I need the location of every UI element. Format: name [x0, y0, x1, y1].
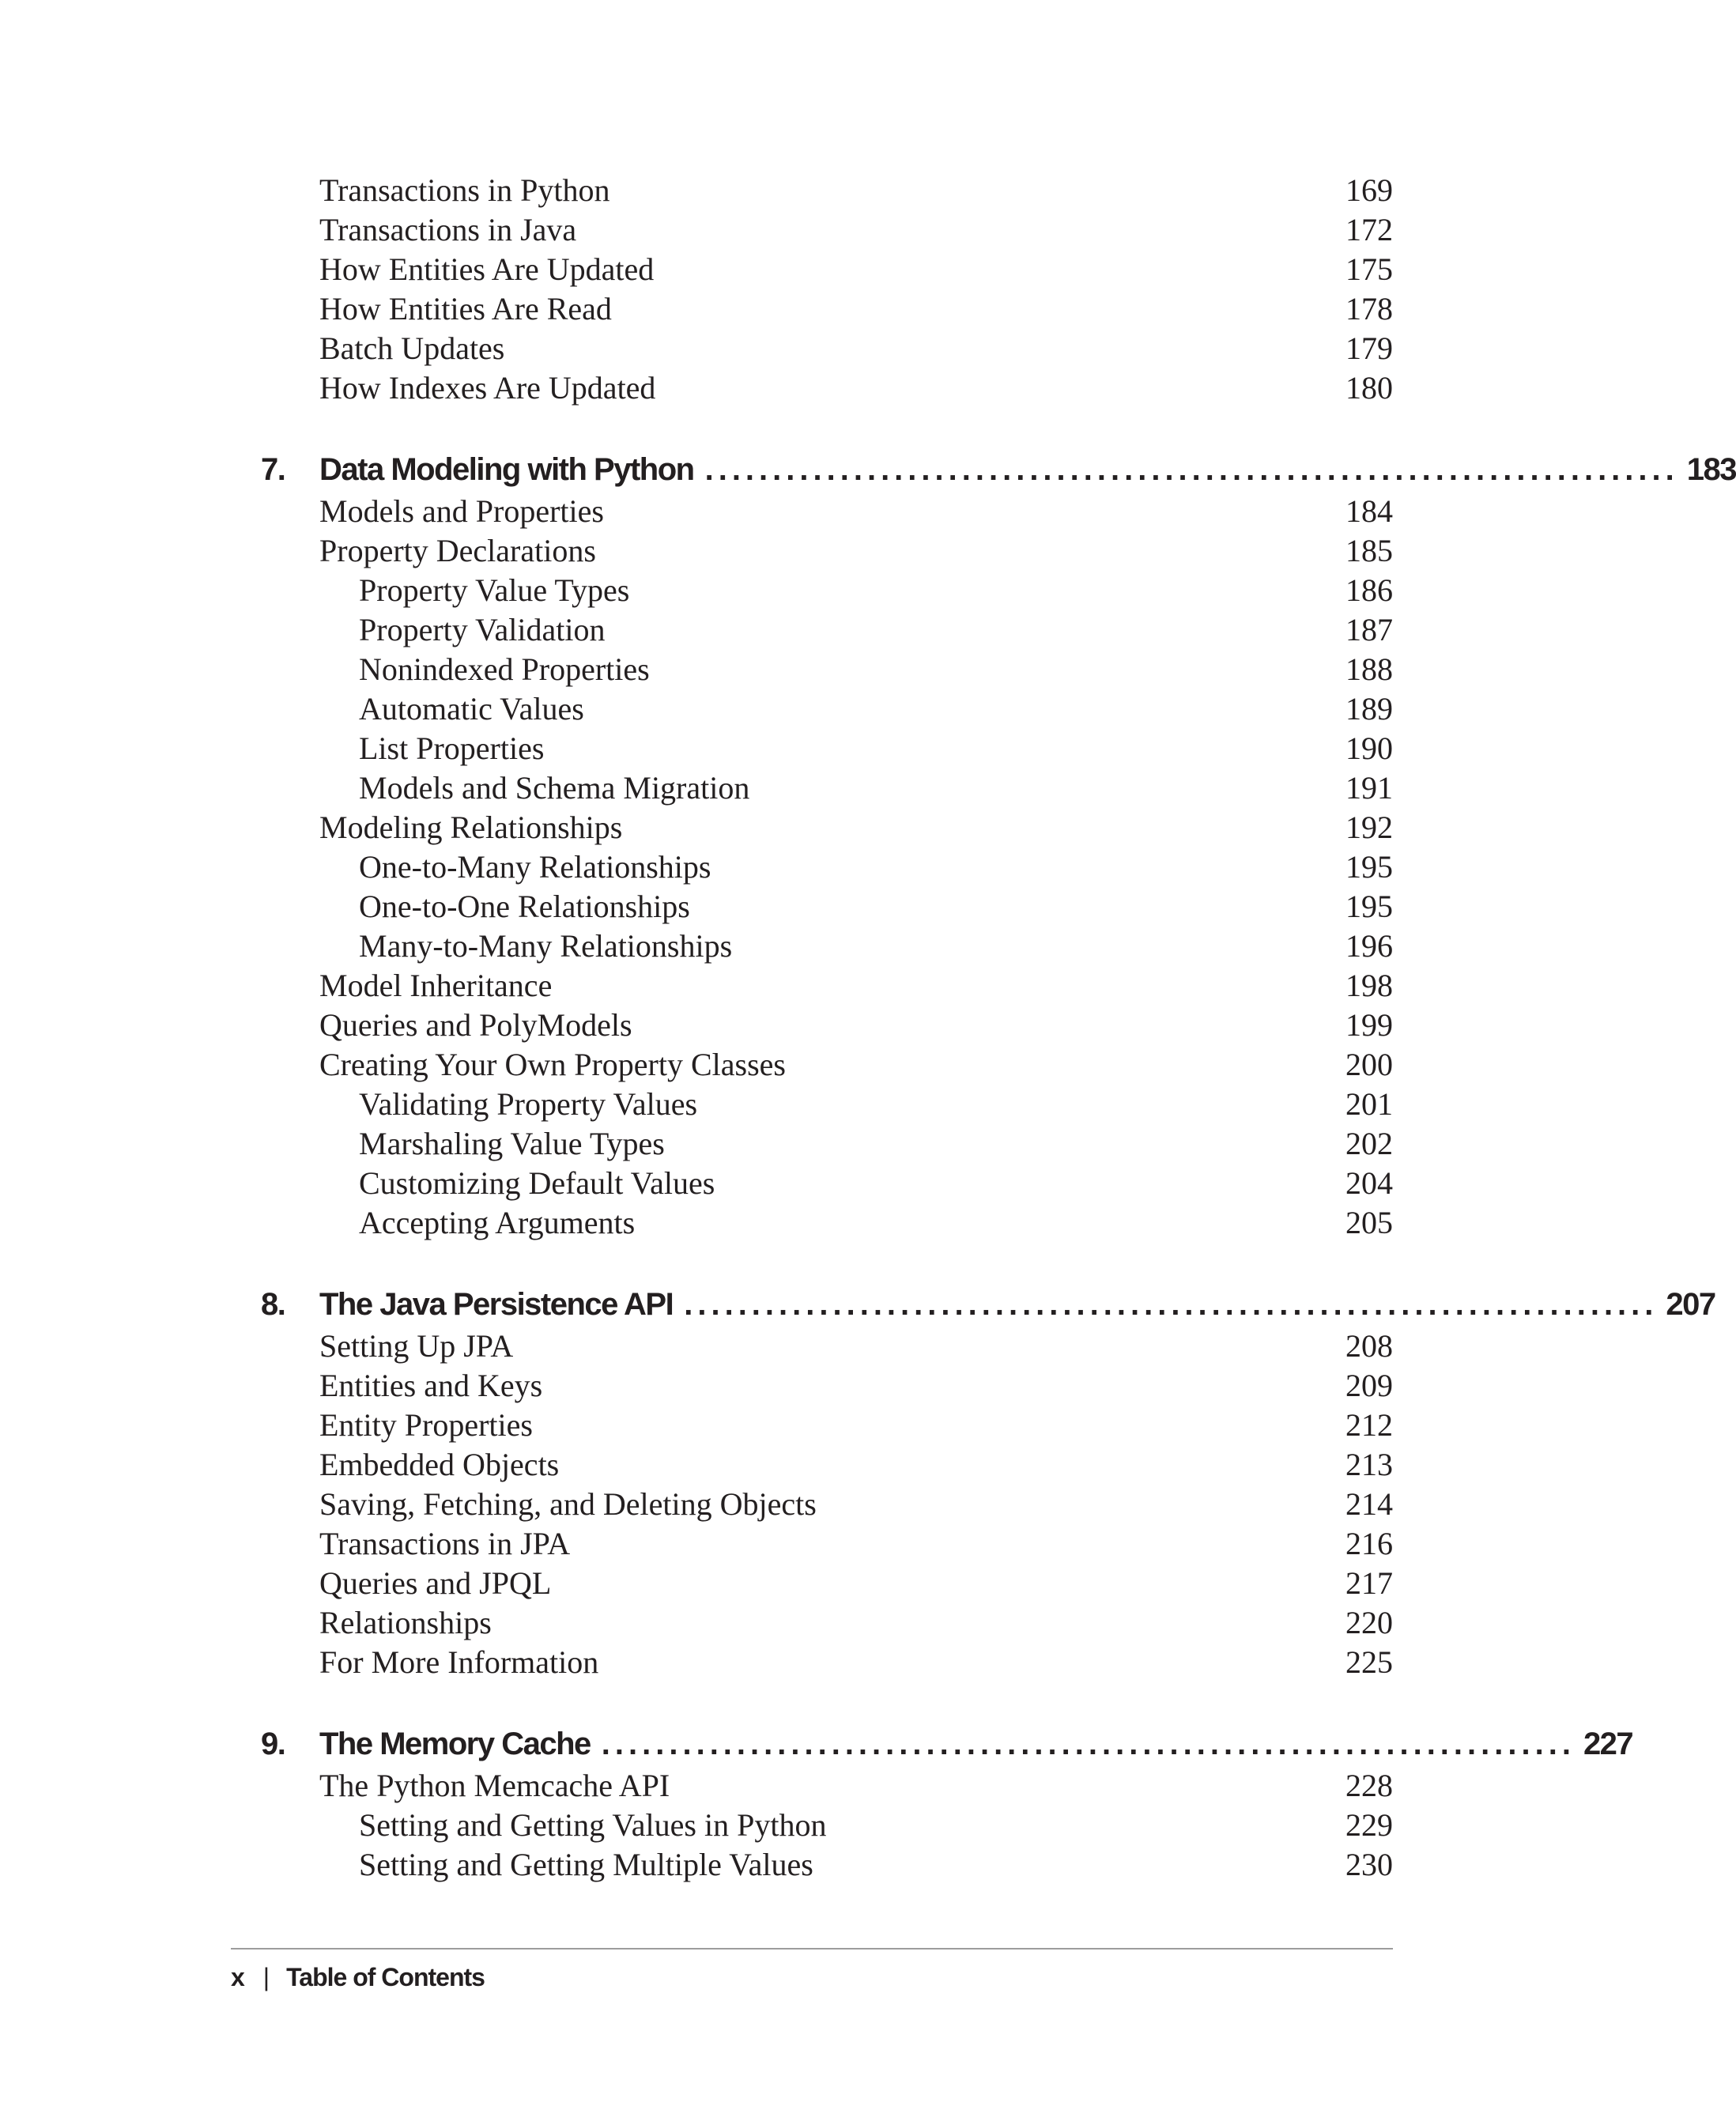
toc-entry-title: One-to-Many Relationships	[359, 849, 711, 885]
toc-entry-title: Automatic Values	[359, 691, 584, 727]
toc-entry-page: 175	[1345, 251, 1393, 287]
chapter-number: 8.	[261, 1287, 285, 1322]
toc-subentry[interactable]	[261, 610, 1393, 650]
toc-entry[interactable]	[261, 531, 1393, 571]
toc-entry[interactable]	[261, 250, 1393, 289]
toc-entry-page: 189	[1345, 691, 1393, 727]
toc-entry-title: Transactions in Java	[319, 212, 577, 247]
toc-entry-title: Queries and PolyModels	[319, 1007, 632, 1043]
toc-entry-page: 186	[1345, 572, 1393, 608]
toc-entry-title: Setting and Getting Multiple Values	[359, 1847, 813, 1882]
toc-entry-page: 205	[1345, 1205, 1393, 1240]
toc-subentry[interactable]	[261, 689, 1393, 729]
toc-entry[interactable]	[261, 1485, 1393, 1524]
chapter-page: 227	[1583, 1727, 1633, 1761]
toc-subentry[interactable]	[261, 1203, 1393, 1243]
dot-leader: ........................................................................	[684, 1287, 1659, 1322]
toc-entry-title: One-to-One Relationships	[359, 889, 690, 924]
toc-entry-title: The Python Memcache API	[319, 1768, 670, 1803]
toc-entry[interactable]	[261, 966, 1393, 1006]
table-of-contents	[261, 171, 1736, 1885]
toc-entry-title: How Entities Are Updated	[319, 251, 655, 287]
toc-entry[interactable]	[261, 329, 1393, 368]
chapter-title: Data Modeling with Python	[319, 452, 694, 487]
toc-entry-page: 195	[1345, 849, 1393, 885]
toc-subentry[interactable]	[261, 1806, 1393, 1845]
chapter-title: The Memory Cache	[319, 1727, 591, 1761]
toc-entry-title: Embedded Objects	[319, 1447, 560, 1482]
toc-entry-title: Modeling Relationships	[319, 810, 623, 845]
toc-entry[interactable]	[261, 1564, 1393, 1603]
toc-entry-title: Batch Updates	[319, 330, 505, 366]
toc-entry-title: Many-to-Many Relationships	[359, 928, 733, 964]
toc-entry-title: Transactions in JPA	[319, 1526, 571, 1561]
toc-entry[interactable]	[261, 1766, 1393, 1806]
toc-entry-page: 230	[1345, 1847, 1393, 1882]
toc-entry-page: 208	[1345, 1328, 1393, 1364]
chapter-9-section	[261, 1722, 1633, 1885]
toc-entry-title: Relationships	[319, 1605, 492, 1640]
toc-entry-page: 214	[1345, 1486, 1393, 1522]
toc-entry-page: 187	[1345, 612, 1393, 647]
toc-subentry[interactable]	[261, 650, 1393, 689]
dot-leader: ........................................................................	[704, 452, 1679, 487]
toc-entry-title: Models and Properties	[319, 493, 604, 529]
toc-entry-title: Property Value Types	[359, 572, 630, 608]
toc-entry[interactable]	[261, 1006, 1393, 1045]
footer-page-number: x	[231, 1963, 244, 1991]
toc-entry[interactable]	[261, 1524, 1393, 1564]
toc-entry-title: Customizing Default Values	[359, 1165, 715, 1201]
toc-entry-page: 185	[1345, 533, 1393, 568]
chapter-number: 7.	[261, 452, 285, 487]
chapter-number: 9.	[261, 1727, 285, 1761]
toc-subentry[interactable]	[261, 1164, 1393, 1203]
toc-subentry[interactable]	[261, 571, 1393, 610]
toc-entry-title: For More Information	[319, 1644, 599, 1680]
toc-entry-page: 190	[1345, 730, 1393, 766]
toc-entry[interactable]	[261, 368, 1393, 408]
toc-subentry[interactable]	[261, 1124, 1393, 1164]
toc-entry-title: Property Declarations	[319, 533, 596, 568]
toc-entry-page: 201	[1345, 1086, 1393, 1122]
toc-entry-title: How Indexes Are Updated	[319, 370, 656, 406]
toc-entry-page: 191	[1345, 770, 1393, 806]
toc-subentry[interactable]	[261, 887, 1393, 927]
toc-entry-page: 188	[1345, 651, 1393, 687]
toc-entry[interactable]	[261, 1406, 1393, 1445]
toc-entry-page: 195	[1345, 889, 1393, 924]
toc-entry-page: 184	[1345, 493, 1393, 529]
toc-entry-title: Property Validation	[359, 612, 606, 647]
toc-entry-title: Entity Properties	[319, 1407, 533, 1443]
toc-entry-page: 213	[1345, 1447, 1393, 1482]
chapter-8-section	[261, 1282, 1715, 1682]
chapter-heading[interactable]	[261, 1722, 1633, 1766]
toc-entry-page: 204	[1345, 1165, 1393, 1201]
toc-entry[interactable]	[261, 1366, 1393, 1406]
chapter-heading[interactable]	[261, 447, 1736, 492]
toc-entry-page: 216	[1345, 1526, 1393, 1561]
toc-entry[interactable]	[261, 808, 1393, 847]
toc-entry-page: 192	[1345, 810, 1393, 845]
toc-subentry[interactable]	[261, 847, 1393, 887]
toc-entry-title: Models and Schema Migration	[359, 770, 750, 806]
toc-entry-title: How Entities Are Read	[319, 291, 612, 326]
toc-entry-page: 199	[1345, 1007, 1393, 1043]
toc-entry-title: Setting Up JPA	[319, 1328, 514, 1364]
toc-entry-title: List Properties	[359, 730, 545, 766]
toc-entry-page: 200	[1345, 1047, 1393, 1082]
chapter-page: 183	[1686, 452, 1736, 487]
toc-entry-page: 179	[1345, 330, 1393, 366]
chapter-page: 207	[1666, 1287, 1715, 1322]
toc-entry-title: Setting and Getting Values in Python	[359, 1807, 827, 1843]
footer-separator: |	[262, 1963, 270, 1991]
toc-entry-page: 225	[1345, 1644, 1393, 1680]
toc-entry-page: 178	[1345, 291, 1393, 326]
chapter-7-section	[261, 447, 1736, 1243]
toc-entry-page: 209	[1345, 1368, 1393, 1403]
toc-entry-page: 180	[1345, 370, 1393, 406]
toc-entry-title: Nonindexed Properties	[359, 651, 650, 687]
toc-entry-page: 202	[1345, 1126, 1393, 1161]
toc-subentry[interactable]	[261, 927, 1393, 966]
toc-entry-title: Validating Property Values	[359, 1086, 698, 1122]
toc-entry[interactable]	[261, 210, 1393, 250]
chapter-heading[interactable]	[261, 1282, 1715, 1327]
toc-entry-title: Transactions in Python	[319, 172, 610, 208]
toc-entry-page: 217	[1345, 1565, 1393, 1601]
toc-entry-title: Creating Your Own Property Classes	[319, 1047, 786, 1082]
toc-entry-title: Queries and JPQL	[319, 1565, 552, 1601]
toc-entry-page: 196	[1345, 928, 1393, 964]
footer-section-title: Table of Contents	[286, 1963, 485, 1991]
toc-entry[interactable]	[261, 289, 1393, 329]
toc-entry[interactable]	[261, 1045, 1393, 1085]
toc-subentry[interactable]	[261, 768, 1393, 808]
dot-leader: ........................................................................	[601, 1727, 1576, 1761]
toc-entry-title: Entities and Keys	[319, 1368, 543, 1403]
toc-entry-page: 212	[1345, 1407, 1393, 1443]
toc-entry[interactable]	[261, 1603, 1393, 1643]
page-footer	[231, 1957, 485, 1997]
toc-subentry[interactable]	[261, 1085, 1393, 1124]
toc-subentry[interactable]	[261, 729, 1393, 768]
toc-entry-title: Saving, Fetching, and Deleting Objects	[319, 1486, 817, 1522]
toc-entry[interactable]	[261, 171, 1393, 210]
toc-entry[interactable]	[261, 1445, 1393, 1485]
lead-entries	[261, 171, 1393, 408]
toc-subentry[interactable]	[261, 1845, 1393, 1885]
chapter-title: The Java Persistence API	[319, 1287, 674, 1322]
toc-entry-title: Accepting Arguments	[359, 1205, 636, 1240]
toc-entry-page: 169	[1345, 172, 1393, 208]
toc-entry[interactable]	[261, 492, 1393, 531]
toc-entry-page: 229	[1345, 1807, 1393, 1843]
toc-entry[interactable]	[261, 1327, 1393, 1366]
toc-entry-page: 198	[1345, 968, 1393, 1003]
footer-divider	[231, 1948, 1393, 1949]
toc-entry-page: 228	[1345, 1768, 1393, 1803]
toc-entry-title: Model Inheritance	[319, 968, 553, 1003]
toc-entry-title: Marshaling Value Types	[359, 1126, 665, 1161]
toc-entry[interactable]	[261, 1643, 1393, 1682]
toc-entry-page: 172	[1345, 212, 1393, 247]
toc-entry-page: 220	[1345, 1605, 1393, 1640]
